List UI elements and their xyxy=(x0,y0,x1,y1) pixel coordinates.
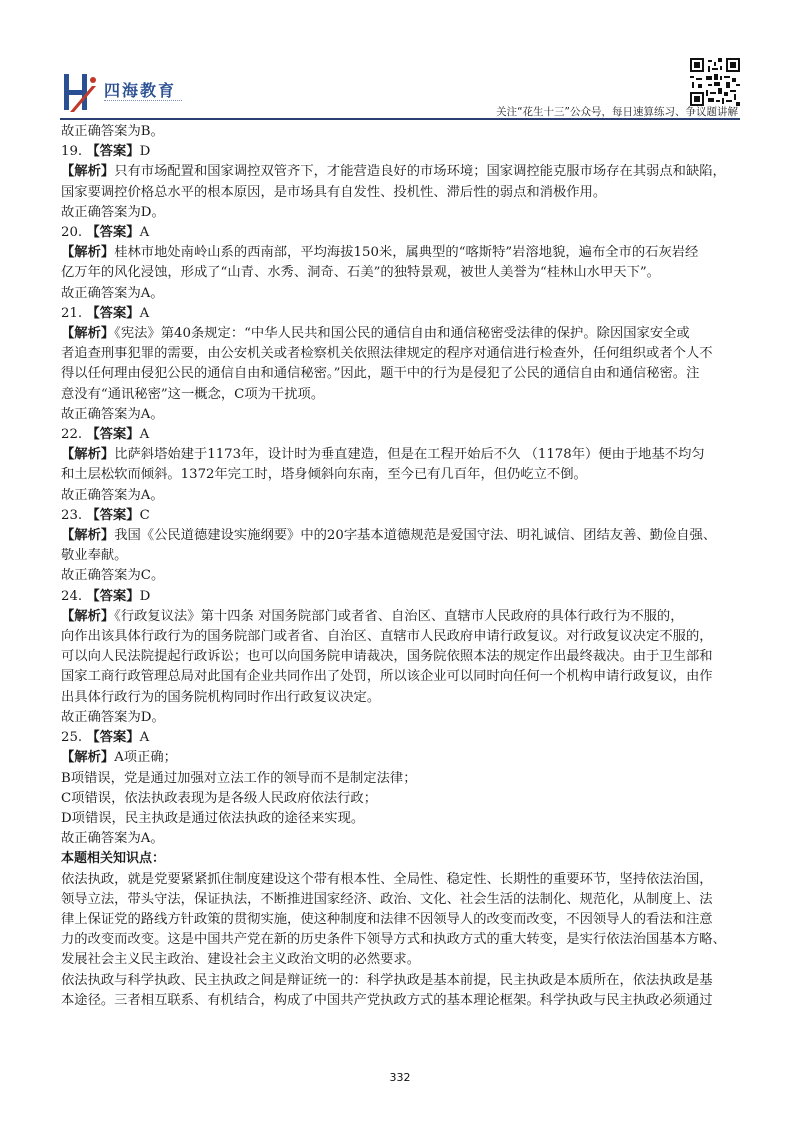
marker-label: 【解析】 xyxy=(61,528,115,544)
text-line: 【解析】《行政复议法》第十四条 对国务院部门或者省、自治区、直辖市人民政府的具体行政行为不服的， xyxy=(61,608,684,624)
page-header xyxy=(0,0,800,122)
text-line: 【解析】《宪法》第40条规定：“中华人民共和国公民的通信自由和通信秘密受法律的保护。除因国家安全或 xyxy=(61,326,690,342)
text-line: 本途径。三者相互联系、有机结合，构成了中国共产党执政方式的基本理论框架。科学执政与民主执政必须通过 xyxy=(61,992,713,1008)
text-line: 得以任何理由侵犯公民的通信自由和通信秘密。”因此，题干中的行为是侵犯了公民的通信自由和通信秘密。注 xyxy=(61,366,700,382)
answer-line: 21. 【答案】A xyxy=(61,305,150,321)
answer-line: 23. 【答案】C xyxy=(61,507,150,523)
text-line: 敬业奉献。 xyxy=(61,548,128,564)
marker-label: 【答案】 xyxy=(86,427,140,443)
marker-label: 【解析】 xyxy=(61,245,115,261)
marker-label: 【解析】 xyxy=(61,750,115,766)
answer-explanations xyxy=(61,122,743,1011)
text-line: 【解析】只有市场配置和国家调控双管齐下，才能营造良好的市场环境；国家调控能克服市场存在其弱点和缺陷， xyxy=(61,164,726,180)
text-line: 故正确答案为D。 xyxy=(61,204,165,220)
answer-line: 22. 【答案】A xyxy=(61,427,150,443)
logo-tagline-mark xyxy=(104,100,182,104)
marker-label: 【答案】 xyxy=(86,305,140,321)
text-line: 【解析】我国《公民道德建设实施纲要》中的20字基本道德规范是爱国守法、明礼诚信、团结友善、勤俭自强、 xyxy=(61,528,717,544)
text-line: 故正确答案为A。 xyxy=(61,406,164,422)
marker-label: 【答案】 xyxy=(86,144,140,160)
text-line: D项错误，民主执政是通过依法执政的途径来实现。 xyxy=(61,810,365,826)
answer-line: 25. 【答案】A xyxy=(61,730,150,746)
text-line: 向作出该具体行政行为的国务院部门或者省、自治区、直辖市人民政府申请行政复议。对行政复议决定不服的， xyxy=(61,629,713,645)
answer-line: 24. 【答案】D xyxy=(61,588,151,604)
text-line: 国家要调控价格总水平的根本原因，是市场具有自发性、投机性、滞后性的弱点和消极作用。 xyxy=(61,184,607,200)
text-line: 依法执政，就是党要紧紧抓住制度建设这个带有根本性、全局性、稳定性、长期性的重要环节，坚持依法治国， xyxy=(61,871,713,887)
text-line: 【解析】A项正确； xyxy=(61,750,177,766)
text-line: 出具体行政行为的国务院机构同时作出行政复议决定。 xyxy=(61,689,381,705)
marker-label: 【答案】 xyxy=(86,588,140,604)
text-line: 故正确答案为A。 xyxy=(61,831,164,847)
logo-mark-icon xyxy=(62,72,98,114)
logo xyxy=(62,72,184,116)
text-line: 和土层松软而倾斜。1372年完工时，塔身倾斜向东南，至今已有几百年，但仍屹立不倒。 xyxy=(61,467,587,483)
marker-label: 【解析】 xyxy=(61,164,115,180)
text-line: 可以向人民法院提起行政诉讼；也可以向国务院申请裁决，国务院依照本法的规定作出最终裁决。由于卫生部和 xyxy=(61,649,713,665)
text-line: 故正确答案为A。 xyxy=(61,487,164,503)
text-line: 领导立法，带头守法，保证执法，不断推进国家经济、政治、文化、社会生活的法制化、规范化，从制度上、法 xyxy=(61,891,713,907)
text-line: 故正确答案为D。 xyxy=(61,709,165,725)
text-line: 【解析】比萨斜塔始建于1173年，设计时为垂直建造，但是在工程开始后不久 （1178年）便由于地基不均匀 xyxy=(61,447,705,463)
text-line: 国家工商行政管理总局对此国有企业共同作出了处罚，所以该企业可以同时向任何一个机构申请行政复议，由作 xyxy=(61,669,713,685)
text-line: 律上保证党的路线方针政策的贯彻实施，使这种制度和法律不因领导人的改变而改变，不因领导人的看法和注意 xyxy=(61,911,713,927)
section-heading: 本题相关知识点： xyxy=(61,851,166,867)
marker-label: 【答案】 xyxy=(86,507,140,523)
text-line: 依法执政与科学执政、民主执政之间是辩证统一的：科学执政是基本前提，民主执政是本质所在，依法执政是基 xyxy=(61,972,713,988)
text-line: 故正确答案为A。 xyxy=(61,285,164,301)
answer-line: 20. 【答案】A xyxy=(61,225,150,241)
marker-label: 【答案】 xyxy=(86,225,140,241)
marker-label: 【解析】 xyxy=(61,326,115,342)
text-line: 故正确答案为B。 xyxy=(61,124,164,139)
marker-label: 【解析】 xyxy=(61,608,115,624)
text-line: 亿万年的风化浸蚀，形成了“山青、水秀、洞奇、石美”的独特景观，被世人美誉为“桂林山水甲天下”。 xyxy=(61,265,660,281)
text-line: 【解析】桂林市地处南岭山系的西南部，平均海拔150米，属典型的“喀斯特”岩溶地貌，遍布全市的石灰岩经 xyxy=(61,245,699,261)
text-line: 者追查刑事犯罪的需要，由公安机关或者检察机关依照法律规定的程序对通信进行检查外，任何组织或者个人不 xyxy=(61,346,713,362)
marker-label: 【答案】 xyxy=(86,730,140,746)
header-rule xyxy=(60,118,740,120)
text-line: C项错误，依法执政表现为是各级人民政府依法行政； xyxy=(61,790,378,806)
text-line: 意没有“通讯秘密”这一概念，C项为干扰项。 xyxy=(61,386,325,402)
text-line: 力的改变而改变。这是中国共产党在新的历史条件下领导方式和执政方式的重大转变，是实行依法治国基本方略、 xyxy=(61,932,726,948)
page-number: 332 xyxy=(389,1071,411,1084)
logo-text: 四海教育 xyxy=(104,81,177,100)
text-line: 发展社会主义民主政治、建设社会主义政治文明的必然要求。 xyxy=(61,952,421,968)
text-line: B项错误，党是通过加强对立法工作的领导而不是制定法律； xyxy=(61,770,417,786)
marker-label: 【解析】 xyxy=(61,447,115,463)
header-slogan: 关注“花生十三”公众号，每日速算练习、争议题讲解 xyxy=(496,106,738,118)
text-line: 故正确答案为C。 xyxy=(61,568,165,584)
qr-code-icon xyxy=(690,58,740,106)
answer-line: 19. 【答案】D xyxy=(61,144,151,160)
